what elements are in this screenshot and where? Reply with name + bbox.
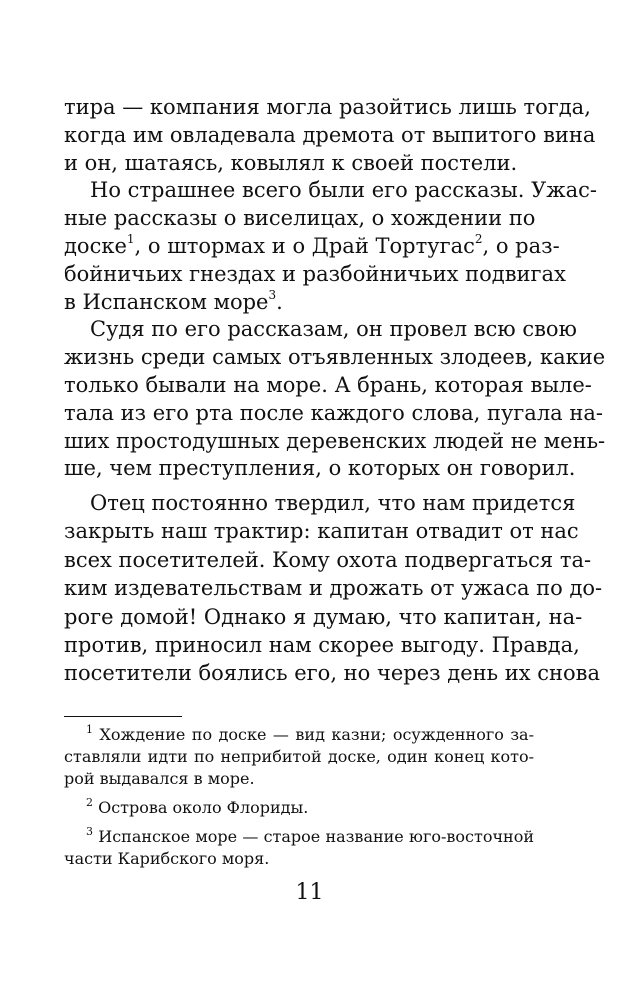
body-line: ших простодушных деревенских людей не мень- [64,428,606,453]
footnote-2-text: Острова около Флориды. [98,798,309,817]
body-line: против, приносил нам скорее выгоду. Правда, [64,633,580,657]
footnote-1-text: Хождение по доске — вид казни; осужденного за- [99,725,534,744]
footnote-3-line [86,826,534,848]
body-line: закрыть наш трактир: капитан отвадит от нас [64,519,579,544]
body-text-segment: доске [64,234,127,258]
footnote-2-line [86,797,534,819]
body-line: роге домой! Однако я думаю, что капитан, на- [64,604,583,629]
footnote-3-marker: 3 [86,824,93,838]
body-line: жизнь среди самых отъявленных злодеев, какие [64,345,606,370]
body-line: бойничьих гнездах и разбойничьих подвигах [64,261,566,286]
footnote-1-line: ставляли идти по неприбитой доске, один конец кото- [64,747,534,766]
footnote-ref-1[interactable]: 1 [126,232,135,246]
footnote-separator [64,716,182,717]
footnote-ref-3[interactable]: 3 [268,287,277,302]
footnote-1-line: рой выдавался в море. [64,769,255,788]
body-line: Отец постоянно твердил, что нам придется [90,491,576,515]
body-line: Судя по его рассказам, он провел всю свою [90,317,577,342]
body-line: ким издевательствам и дрожать от ужаса по до- [64,576,603,601]
footnote-3-line: части Карибского моря. [64,849,270,868]
period: . [276,289,283,314]
body-line: и он, шатаясь, ковылял к своей постели. [64,150,518,175]
footnote-1-marker: 1 [86,722,93,736]
body-line: только бывали на море. А брань, которая выле- [64,373,592,397]
footnote-3-text: Испанское море — старое название юго-восточной [98,827,534,846]
footnote-ref-2[interactable]: 2 [474,232,483,246]
body-text-segment: , о раз- [482,234,560,258]
body-line: когда им овладевала дремота от выпитого вина [64,122,596,147]
body-line [64,287,534,317]
page-number: 11 [295,880,324,905]
body-line: всех посетителей. Кому охота подвергаться та- [64,547,592,572]
body-line: тира — компания могла разойтись лишь тогда, [64,95,591,119]
body-line: ше, чем преступления, о которых он говорил. [64,456,576,481]
footnote-2-marker: 2 [86,795,93,809]
footnote-1-line [86,724,534,746]
body-line: Но страшнее всего были его рассказы. Ужас- [90,178,597,203]
body-text-segment: , о штормах и о Драй Тортугас [134,234,475,258]
body-line: ные рассказы о виселицах, о хождении по [64,206,536,231]
body-line: тала из его рта после каждого слова, пугала на- [64,400,603,425]
body-text-segment: в Испанском море [64,289,269,314]
body-line [64,231,560,261]
body-line: посетители боялись его, но через день их снова [64,661,601,686]
